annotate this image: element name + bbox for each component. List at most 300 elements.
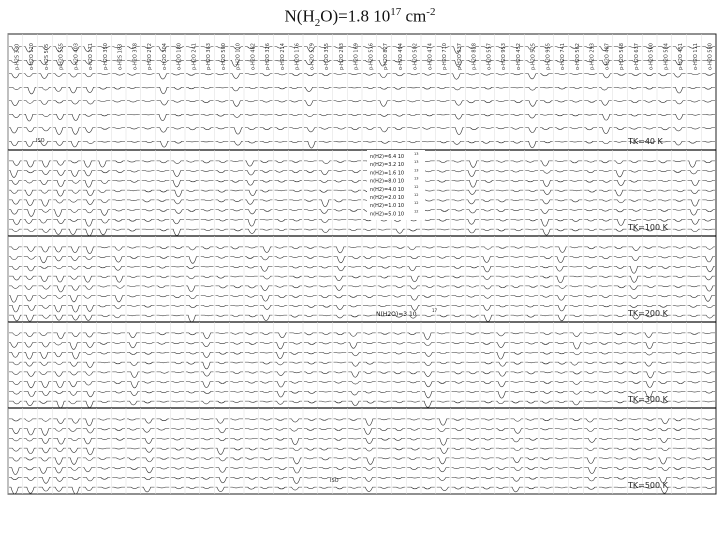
spectrum-trace [53, 190, 66, 196]
spectrum-trace [289, 468, 302, 473]
legend-entry: n(H2)=2.0 10 [370, 195, 405, 201]
spectrum-trace [614, 438, 627, 439]
spectrum-trace [171, 141, 184, 143]
spectrum-trace [216, 87, 229, 88]
spectrum-trace [24, 257, 37, 260]
spectrum-trace [289, 171, 302, 173]
spectrum-trace [658, 266, 671, 268]
spectrum-trace [614, 171, 627, 177]
spectrum-trace [83, 257, 96, 260]
spectrum-trace [584, 333, 597, 334]
line-label: o-H2O 378 [132, 43, 139, 70]
spectrum-trace [319, 141, 332, 142]
spectrum-trace [334, 87, 347, 88]
line-label: p-H2O 350 [102, 43, 109, 70]
spectrum-trace [68, 74, 81, 77]
spectrum-trace [599, 219, 612, 221]
spectrum-trace [186, 141, 199, 142]
spectrum-trace [289, 210, 302, 211]
spectrum-trace [599, 210, 612, 212]
spectrum-trace [98, 180, 111, 183]
spectrum-trace [275, 190, 288, 191]
spectrum-trace [437, 161, 450, 163]
temperature-label: TK=200 K [628, 309, 668, 318]
spectrum-trace [98, 161, 111, 167]
spectrum-trace [555, 114, 568, 116]
spectrum-trace [658, 161, 671, 163]
spectrum-trace [171, 190, 184, 197]
spectrum-trace [702, 305, 715, 307]
spectrum-trace [437, 487, 450, 491]
spectrum-trace [230, 352, 243, 354]
spectrum-trace [363, 362, 376, 364]
spectrum-trace [39, 171, 52, 175]
spectrum-trace [599, 438, 612, 439]
spectrum-trace [466, 305, 479, 306]
spectrum-trace [614, 296, 627, 297]
spectrum-trace [24, 190, 37, 195]
spectrum-trace [393, 101, 406, 102]
spectrum-trace [673, 190, 686, 192]
spectrum-trace [452, 87, 465, 90]
spectrum-trace [9, 74, 22, 78]
spectrum-trace [230, 257, 243, 258]
spectrum-trace [260, 333, 273, 335]
spectrum-trace [275, 219, 288, 221]
legend-entry: n(H2)=3.2 10 [370, 162, 405, 169]
spectrum-trace [688, 210, 701, 216]
spectrum-trace [702, 210, 715, 212]
spectrum-trace [24, 161, 37, 167]
spectrum-trace [688, 487, 701, 488]
spectrum-trace [24, 286, 37, 290]
spectrum-trace [363, 458, 376, 465]
spectrum-trace [466, 429, 479, 430]
spectrum-trace [496, 429, 509, 431]
spectrum-trace [422, 229, 435, 230]
spectrum-trace [112, 128, 125, 129]
spectrum-trace [142, 296, 155, 297]
spectrum-trace [496, 161, 509, 162]
spectrum-trace [363, 401, 376, 403]
line-label: p-H2O 326 [265, 43, 272, 70]
spectrum-trace [201, 229, 214, 230]
spectrum-trace [9, 372, 22, 375]
spectrum-trace [201, 468, 214, 469]
spectrum-trace [702, 477, 715, 478]
spectrum-trace [98, 429, 111, 430]
spectrum-trace [319, 352, 332, 353]
spectrum-trace [643, 247, 656, 249]
spectrum-trace [39, 362, 52, 365]
spectrum-trace [437, 401, 450, 402]
spectrum-trace [496, 276, 509, 277]
spectrum-trace [540, 372, 553, 373]
spectrum-trace [702, 87, 715, 89]
spectrum-trace [142, 362, 155, 364]
spectrum-trace [68, 429, 81, 432]
spectrum-trace [319, 438, 332, 439]
spectrum-trace [334, 315, 347, 318]
spectrum-trace [393, 305, 406, 306]
line-label: o-H2O 452 [515, 43, 522, 70]
spectrum-trace [127, 487, 140, 488]
spectrum-trace [98, 101, 111, 102]
spectrum-trace [466, 161, 479, 168]
spectrum-trace [466, 333, 479, 334]
spectrum-trace [584, 477, 597, 481]
spectrum-trace [584, 141, 597, 143]
spectrum-trace [378, 448, 391, 449]
spectrum-trace [673, 296, 686, 297]
spectrum-trace [629, 171, 642, 173]
legend-exp: 13 [414, 168, 419, 173]
spectrum-trace [584, 210, 597, 211]
spectrum-trace [688, 362, 701, 363]
spectrum-trace [555, 171, 568, 172]
spectrum-trace [260, 161, 273, 163]
spectrum-trace [304, 161, 317, 162]
spectrum-trace [83, 382, 96, 385]
spectrum-trace [599, 128, 612, 134]
spectrum-trace [260, 128, 273, 130]
spectrum-trace [378, 468, 391, 469]
spectrum-trace [230, 141, 243, 145]
spectrum-trace [216, 114, 229, 116]
spectrum-trace [127, 305, 140, 306]
spectrum-trace [525, 401, 538, 403]
spectrum-trace [540, 315, 553, 316]
spectrum-trace [496, 343, 509, 348]
line-label: o-H2O 180 [176, 43, 183, 70]
spectrum-trace [334, 468, 347, 470]
spectrum-trace [98, 333, 111, 334]
spectrum-trace [452, 286, 465, 288]
spectrum-trace [348, 247, 361, 248]
spectrum-trace [245, 180, 258, 185]
spectrum-trace [201, 114, 214, 115]
spectrum-trace [511, 141, 524, 143]
spectrum-trace [658, 257, 671, 258]
spectrum-trace [230, 477, 243, 478]
spectrum-trace [319, 333, 332, 335]
spectrum-trace [525, 477, 538, 479]
spectrum-trace [319, 487, 332, 488]
spectrum-trace [584, 286, 597, 287]
spectrum-trace [555, 419, 568, 420]
spectrum-trace [142, 101, 155, 102]
spectrum-trace [511, 229, 524, 231]
spectrum-trace [142, 382, 155, 384]
spectrum-trace [142, 141, 155, 142]
spectrum-trace [39, 161, 52, 167]
spectrum-trace [540, 296, 553, 298]
spectrum-trace [614, 87, 627, 88]
spectrum-trace [289, 219, 302, 221]
spectrum-trace [437, 305, 450, 306]
spectrum-trace [230, 200, 243, 202]
spectrum-trace [83, 190, 96, 196]
spectrum-trace [584, 372, 597, 374]
spectrum-trace [9, 333, 22, 336]
spectrum-trace [171, 391, 184, 392]
line-label: p-H2O 828 [471, 43, 478, 70]
spectrum-trace [643, 266, 656, 268]
spectrum-trace [83, 200, 96, 205]
spectrum-trace [39, 296, 52, 299]
spectrum-trace [599, 429, 612, 430]
spectrum-trace [127, 257, 140, 259]
spectrum-trace [157, 382, 170, 383]
spectrum-trace [98, 171, 111, 173]
spectrum-trace [304, 257, 317, 259]
spectrum-trace [39, 458, 52, 461]
line-label: o-H2O 562 [574, 43, 581, 70]
spectrum-trace [260, 101, 273, 102]
spectrum-trace [230, 101, 243, 107]
spectrum-trace [24, 180, 37, 183]
spectrum-trace [437, 128, 450, 129]
spectrum-trace [363, 286, 376, 287]
spectrum-trace [127, 286, 140, 287]
spectrum-trace [688, 315, 701, 317]
spectrum-trace [525, 114, 538, 118]
spectrum-trace [363, 101, 376, 102]
spectrum-trace [555, 391, 568, 393]
line-label: o-H2O 214 [279, 43, 286, 70]
spectrum-trace [245, 128, 258, 130]
spectrum-trace [304, 477, 317, 478]
spectrum-trace [260, 266, 273, 271]
spectrum-trace [496, 87, 509, 88]
spectrum-trace [348, 180, 361, 182]
spectrum-trace [186, 180, 199, 181]
spectrum-trace [24, 487, 37, 493]
line-label: p-H2O 710 [442, 43, 449, 70]
spectrum-trace [304, 266, 317, 268]
spectrum-trace [407, 333, 420, 335]
spectrum-trace [39, 477, 52, 483]
spectrum-trace [452, 128, 465, 135]
spectrum-trace [171, 74, 184, 75]
spectrum-trace [334, 333, 347, 335]
spectrum-trace [393, 419, 406, 420]
spectrum-trace [39, 128, 52, 131]
spectrum-trace [24, 200, 37, 206]
spectrum-trace [688, 429, 701, 430]
line-label: o-H2O 304 [161, 43, 168, 70]
spectrum-trace [289, 229, 302, 230]
spectrum-trace [127, 372, 140, 378]
line-label: p-H2O 110 [235, 42, 242, 70]
spectrum-trace [570, 74, 583, 75]
spectrum-trace [363, 391, 376, 393]
spectrum-trace [658, 200, 671, 201]
spectrum-trace [260, 391, 273, 392]
spectrum-trace [673, 180, 686, 181]
spectrum-trace [24, 305, 37, 310]
spectrum-trace [230, 171, 243, 172]
spectrum-trace [157, 219, 170, 221]
spectrum-trace [658, 362, 671, 364]
spectrum-trace [245, 87, 258, 88]
line-label: p-H2O 534 [663, 43, 670, 70]
spectrum-trace [142, 448, 155, 452]
spectrum-trace [481, 458, 494, 459]
legend-exp: 12 [414, 193, 419, 197]
spectrum-trace [245, 333, 258, 335]
spectrum-trace [525, 305, 538, 307]
spectrum-trace [407, 477, 420, 478]
spectrum-trace [422, 419, 435, 420]
spectrum-trace [614, 74, 627, 76]
spectrum-trace [481, 171, 494, 172]
spectrum-trace [245, 391, 258, 392]
spectrum-trace [53, 382, 66, 388]
spectrum-trace [702, 257, 715, 262]
spectrum-trace [437, 391, 450, 392]
spectrum-trace [275, 343, 288, 349]
spectrum-trace [584, 171, 597, 173]
spectrum-trace [570, 161, 583, 163]
spectrum-trace [525, 128, 538, 133]
line-label: p-H2O 568 [619, 43, 626, 70]
spectrum-trace [540, 286, 553, 288]
spectrum-trace [9, 276, 22, 280]
spectrum-trace [393, 468, 406, 469]
spectrum-trace [614, 468, 627, 470]
spectrum-trace [673, 286, 686, 288]
spectrum-trace [83, 391, 96, 396]
spectrum-trace [83, 477, 96, 481]
spectrum-trace [348, 382, 361, 384]
spectrum-trace [658, 219, 671, 221]
spectrum-trace [186, 114, 199, 115]
spectrum-trace [540, 419, 553, 421]
spectrum-trace [304, 333, 317, 335]
line-label: o-H2O 482 [250, 43, 257, 70]
spectrum-trace [24, 74, 37, 77]
spectrum-trace [53, 448, 66, 452]
spectrum-trace [289, 161, 302, 163]
spectrum-trace [540, 180, 553, 186]
spectrum-trace [304, 391, 317, 393]
spectrum-trace [393, 391, 406, 392]
spectrum-trace [540, 74, 553, 76]
spectrum-trace [245, 448, 258, 450]
spectrum-trace [98, 372, 111, 373]
spectrum-trace [599, 141, 612, 143]
spectrum-trace [673, 362, 686, 363]
spectrum-trace [584, 180, 597, 182]
spectrum-trace [496, 477, 509, 478]
spectrum-trace [112, 266, 125, 270]
spectrum-trace [629, 219, 642, 220]
spectrum-trace [319, 74, 332, 76]
spectrum-trace [466, 352, 479, 353]
spectrum-trace [24, 266, 37, 271]
spectrum-trace [702, 171, 715, 172]
spectrum-trace [216, 171, 229, 173]
spectrum-trace [275, 101, 288, 102]
spectrum-trace [570, 458, 583, 459]
spectrum-trace [53, 296, 66, 299]
spectrum-trace [702, 438, 715, 440]
spectrum-trace [260, 362, 273, 364]
spectrum-trace [260, 219, 273, 220]
spectrum-trace [186, 429, 199, 430]
spectrum-trace [363, 333, 376, 334]
spectrum-trace [555, 458, 568, 459]
spectrum-trace [112, 247, 125, 251]
spectrum-trace [673, 257, 686, 258]
spectrum-trace [393, 487, 406, 488]
spectrum-trace [599, 161, 612, 163]
spectrum-trace [407, 305, 420, 310]
spectrum-trace [348, 458, 361, 460]
spectrum-trace [112, 180, 125, 181]
spectrum-trace [157, 458, 170, 459]
spectrum-trace [702, 161, 715, 163]
spectrum-trace [570, 315, 583, 317]
spectrum-trace [83, 101, 96, 104]
spectrum-trace [127, 101, 140, 102]
spectrum-trace [540, 477, 553, 478]
spectrum-trace [452, 468, 465, 469]
spectrum-trace [39, 343, 52, 347]
spectrum-trace [688, 372, 701, 373]
panel-5 [8, 408, 716, 494]
spectrum-trace [319, 401, 332, 402]
spectrum-trace [68, 171, 81, 177]
spectrum-trace [39, 180, 52, 184]
spectrum-trace [643, 128, 656, 129]
spectrum-trace [24, 101, 37, 104]
spectrum-trace [393, 448, 406, 450]
spectrum-trace [452, 419, 465, 420]
spectrum-trace [378, 401, 391, 402]
spectrum-trace [673, 114, 686, 119]
spectrum-trace [466, 210, 479, 213]
spectrum-trace [319, 382, 332, 383]
line-label: o-H2O 171 [88, 43, 95, 70]
spectrum-trace [112, 141, 125, 142]
spectrum-trace [511, 210, 524, 211]
spectrum-trace [481, 401, 494, 403]
spectrum-trace [127, 247, 140, 248]
spectrum-trace [127, 391, 140, 395]
spectrum-trace [393, 247, 406, 249]
spectrum-trace [157, 419, 170, 421]
spectrum-trace [348, 257, 361, 259]
spectrum-trace [334, 438, 347, 440]
spectrum-trace [275, 266, 288, 267]
spectrum-trace [157, 315, 170, 316]
spectrum-trace [186, 296, 199, 299]
spectrum-trace [275, 87, 288, 89]
spectrum-trace [540, 161, 553, 166]
spectrum-trace [540, 429, 553, 430]
spectrum-trace [658, 101, 671, 103]
spectrum-trace [127, 128, 140, 129]
spectrum-trace [186, 171, 199, 172]
spectrum-trace [24, 401, 37, 406]
spectrum-trace [702, 74, 715, 76]
spectrum-trace [83, 333, 96, 337]
spectrum-trace [555, 219, 568, 221]
spectrum-trace [186, 190, 199, 191]
spectrum-trace [511, 87, 524, 88]
